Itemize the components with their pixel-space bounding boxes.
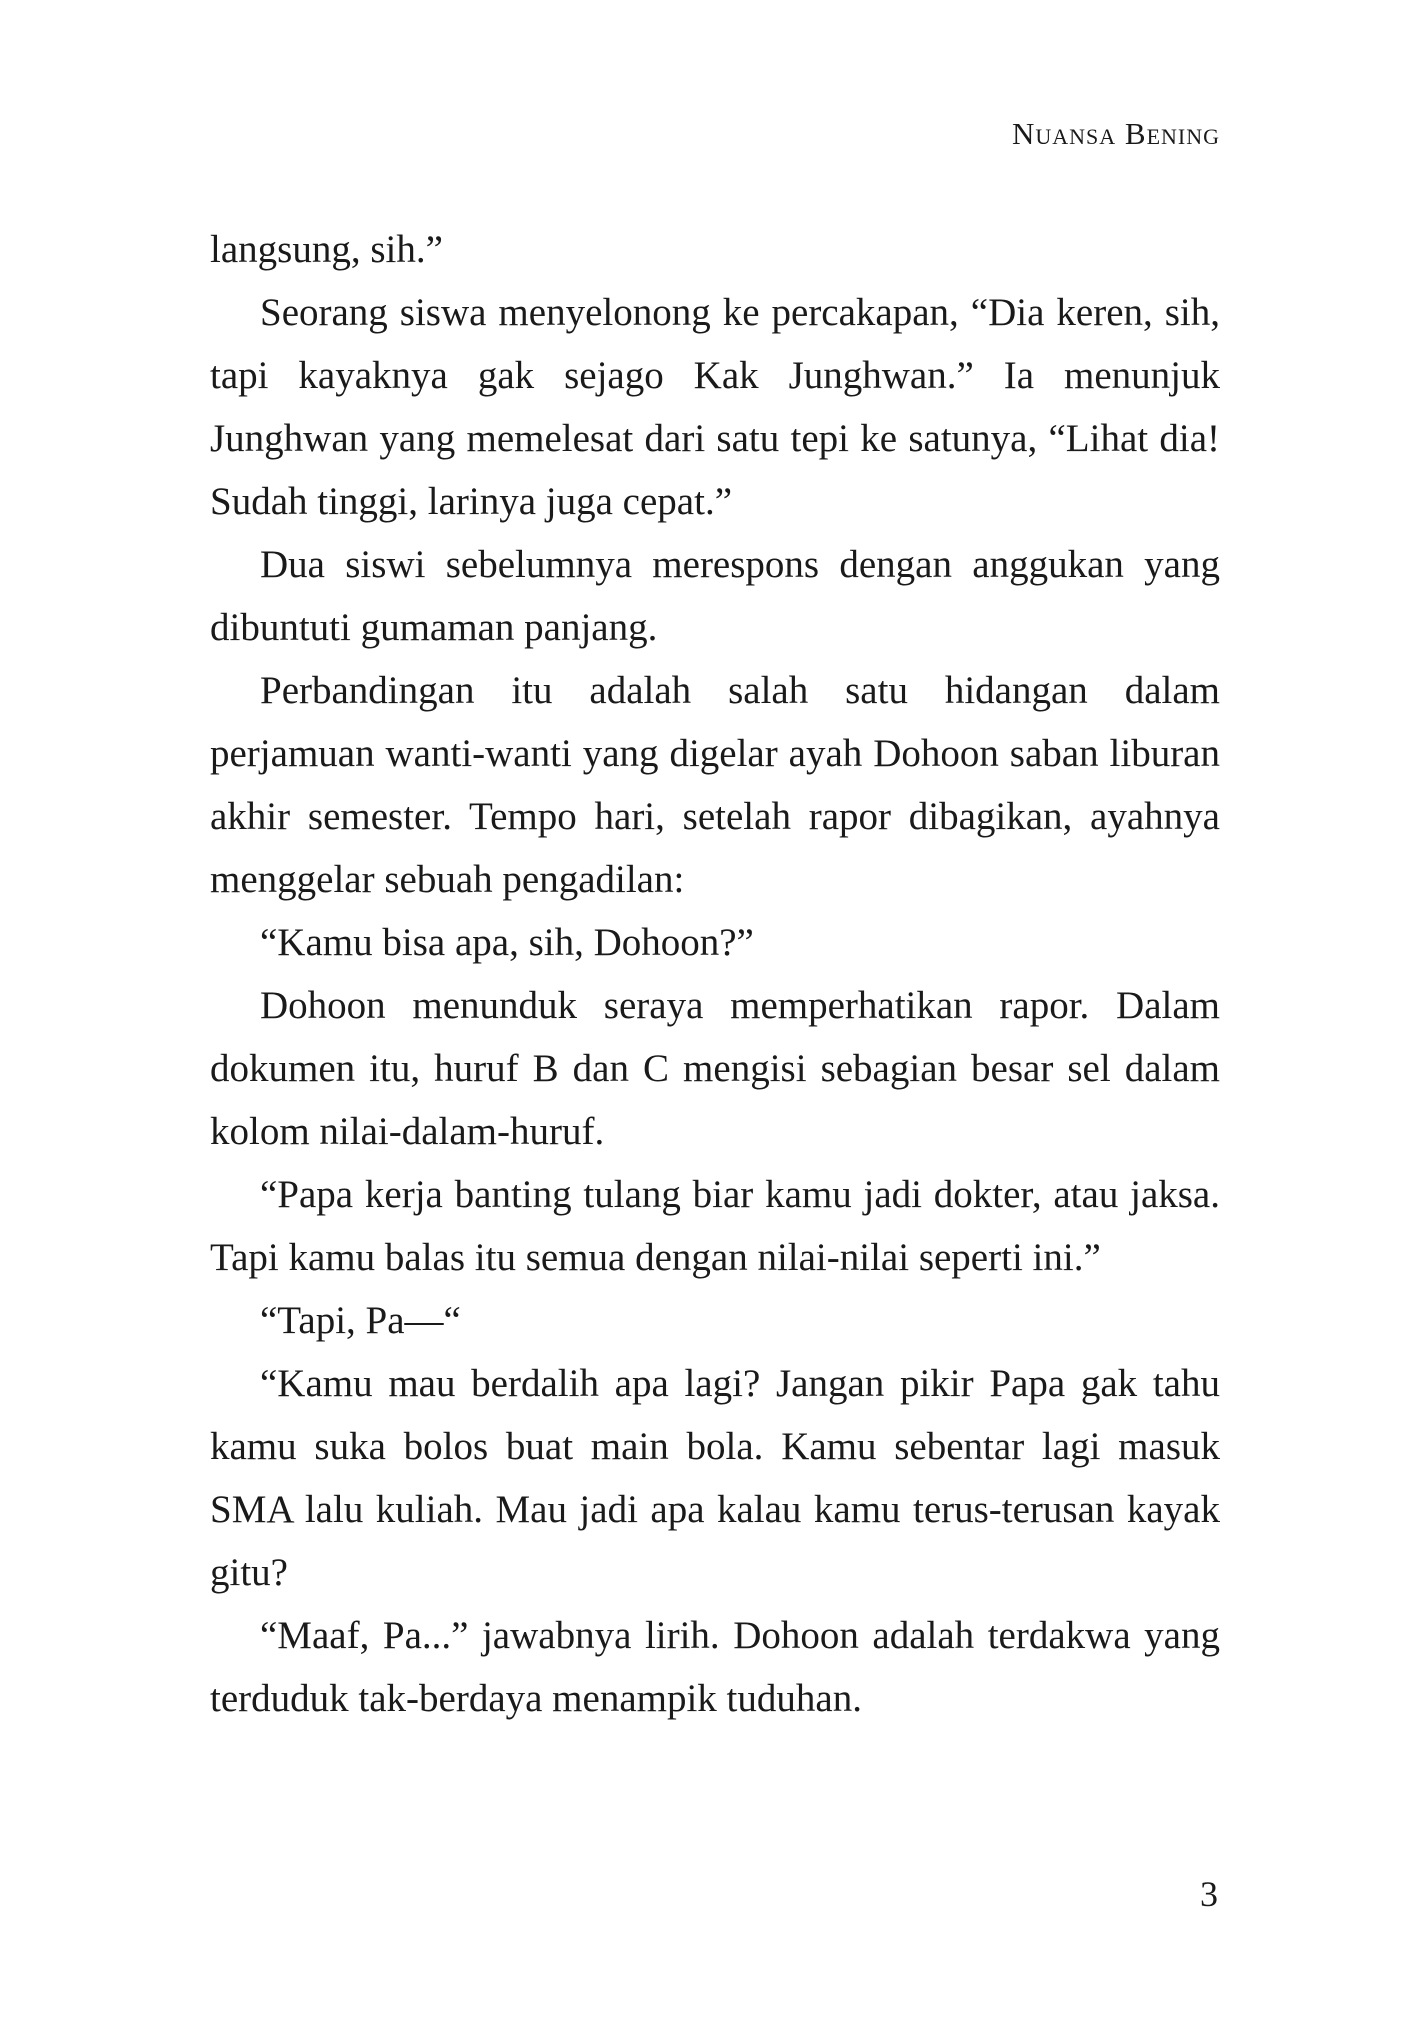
paragraph-continuation: langsung, sih.”	[210, 228, 443, 271]
paragraph: “Kamu bisa apa, sih, Dohoon?”	[260, 921, 754, 964]
paragraph: Perbandingan itu adalah salah satu hidangan dalam perjamuan wanti-wanti yang digelar ayah Dohoon saban liburan akhir semester. Tempo hari, setelah rapor dibagikan, ayahnya menggelar sebuah pengadilan:	[210, 669, 1220, 901]
paragraph: “Kamu mau berdalih apa lagi? Jangan pikir Papa gak tahu kamu suka bolos buat main bola. Kamu sebentar lagi masuk SMA lalu kuliah. Mau jadi apa kalau kamu terus-terusan kayak gitu?	[210, 1362, 1220, 1594]
paragraph: Dohoon menunduk seraya memperhatikan rapor. Dalam dokumen itu, huruf B dan C mengisi sebagian besar sel dalam kolom nilai-dalam-huruf.	[210, 984, 1220, 1153]
running-head-title: Nuansa Bening	[1011, 116, 1220, 151]
page-number: 3	[1200, 1874, 1218, 1914]
paragraph: “Maaf, Pa...” jawabnya lirih. Dohoon adalah terdakwa yang terduduk tak-berdaya menampik tuduhan.	[210, 1614, 1220, 1720]
paragraph: “Papa kerja banting tulang biar kamu jadi dokter, atau jaksa. Tapi kamu balas itu semua dengan nilai-nilai seperti ini.”	[210, 1173, 1220, 1279]
paragraph: “Tapi, Pa—“	[260, 1299, 461, 1342]
paragraph: Seorang siswa menyelonong ke percakapan, “Dia keren, sih, tapi kayaknya gak sejago Kak Junghwan.” Ia menunjuk Junghwan yang memelesat dari satu tepi ke satunya, “Lihat dia! Sudah tinggi, larinya juga cepat.”	[210, 291, 1220, 523]
paragraph: Dua siswi sebelumnya merespons dengan anggukan yang dibuntuti gumaman panjang.	[210, 543, 1220, 649]
body-text	[210, 218, 1220, 1730]
